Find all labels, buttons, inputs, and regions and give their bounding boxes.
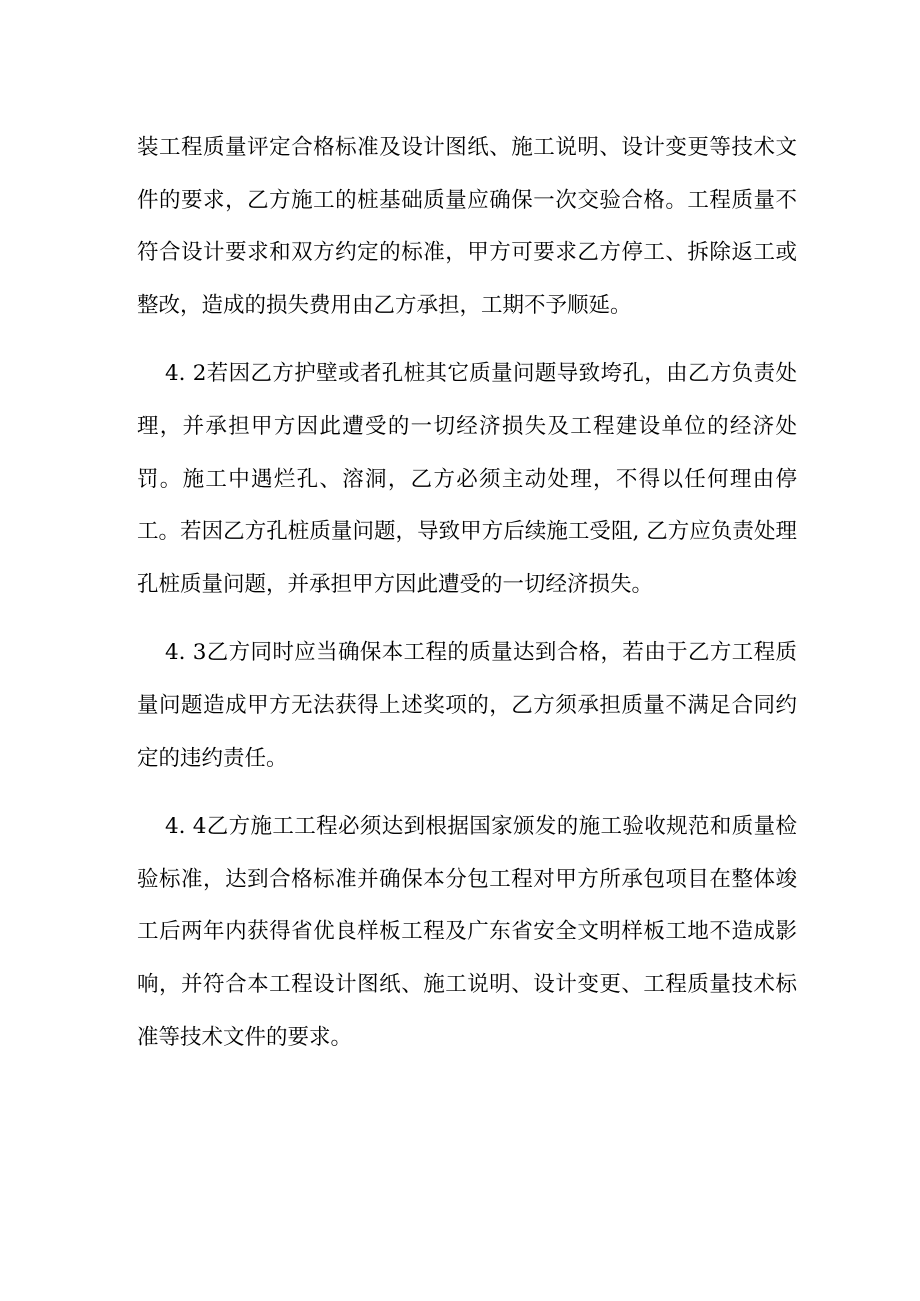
paragraph-clause-4-2: 4. 2若因乙方护壁或者孔桩其它质量问题导致垮孔，由乙方负责处理，并承担甲方因此遭受的一切经济损失及工程建设单位的经济处罚。施工中遇烂孔、溶洞，乙方必须主动处理，不得以任何理由停工。若因乙方孔桩质量问题，导致甲方后续施工受阻, 乙方应负责处理孔桩质量问题，并承担甲方因此遭受的一切经济损失。 xyxy=(137,361,797,597)
document-body xyxy=(137,122,797,1080)
paragraph-clause-4-4: 4. 4乙方施工工程必须达到根据国家颁发的施工验收规范和质量检验标准，达到合格标准并确保本分包工程对甲方所承包项目在整体竣工后两年内获得省优良样板工程及广东省安全文明样板工地不造成影响，并符合本工程设计图纸、施工说明、设计变更、工程质量技术标准等技术文件的要求。 xyxy=(137,814,797,1050)
paragraph-continuation: 装工程质量评定合格标准及设计图纸、施工说明、设计变更等技术文件的要求，乙方施工的桩基础质量应确保一次交验合格。工程质量不符合设计要求和双方约定的标准，甲方可要求乙方停工、拆除返工或整改，造成的损失费用由乙方承担，工期不予顺延。 xyxy=(137,135,797,318)
paragraph-clause-4-3: 4. 3乙方同时应当确保本工程的质量达到合格，若由于乙方工程质量问题造成甲方无法获得上述奖项的，乙方须承担质量不满足合同约定的违约责任。 xyxy=(137,640,797,771)
